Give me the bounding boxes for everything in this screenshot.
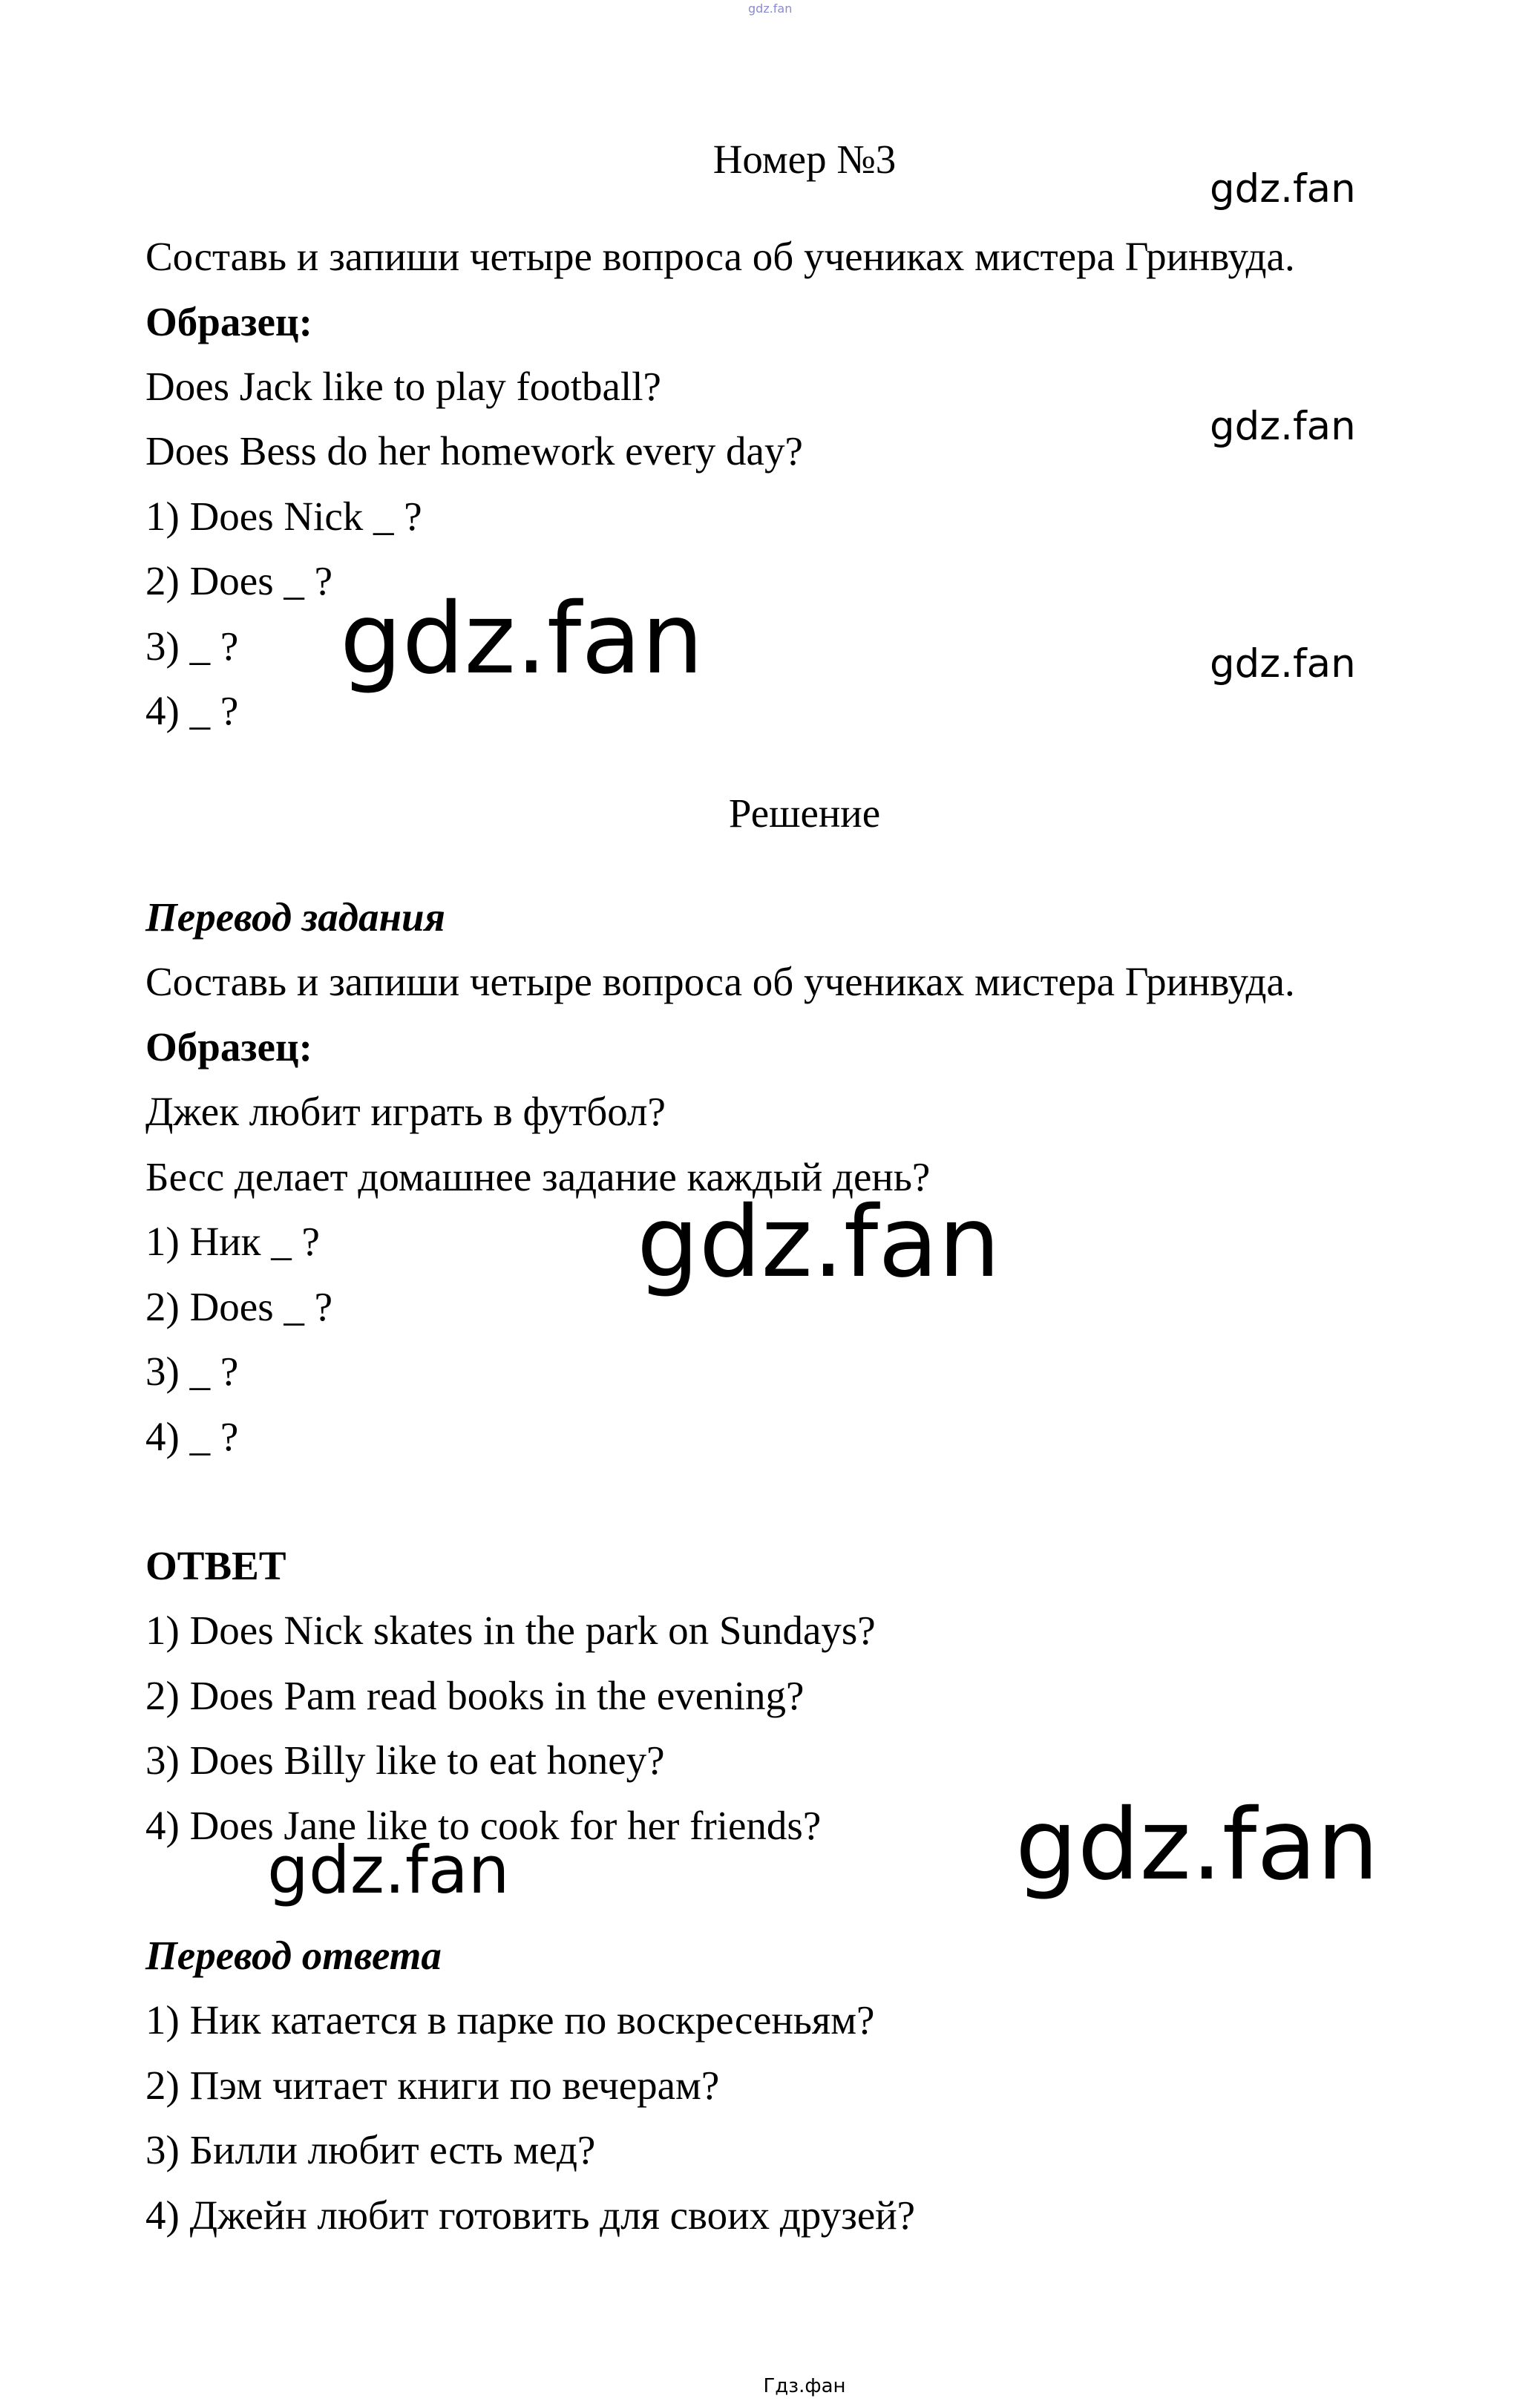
- solution-sample-label: Образец:: [145, 1024, 312, 1070]
- page-title: Номер №3: [712, 137, 897, 182]
- solution-item: 2) Does _ ?: [145, 1284, 333, 1329]
- answer-translation-item: 3) Билли любит есть мед?: [145, 2127, 596, 2172]
- answer-translation-item: 2) Пэм читает книги по вечерам?: [145, 2063, 720, 2108]
- answer-item: 1) Does Nick skates in the park on Sundays?: [145, 1608, 876, 1653]
- watermark: gdz.fan: [637, 1185, 1000, 1300]
- task-item: 4) _ ?: [145, 688, 239, 733]
- answer-label: ОТВЕТ: [145, 1543, 286, 1588]
- answer-item: 2) Does Pam read books in the evening?: [145, 1673, 805, 1718]
- answer-item: 3) Does Billy like to eat honey?: [145, 1738, 665, 1783]
- watermark: gdz.fan: [1210, 166, 1356, 212]
- task-sample-line: Does Jack like to play football?: [145, 364, 661, 409]
- watermark: gdz.fan: [1210, 641, 1356, 687]
- task-item: 3) _ ?: [145, 623, 239, 669]
- task-instruction: Составь и запиши четыре вопроса об учениках мистера Гринвуда.: [145, 234, 1295, 279]
- answer-translation-label: Перевод ответа: [145, 1933, 442, 1978]
- solution-item: 3) _ ?: [145, 1349, 239, 1394]
- watermark: gdz.fan: [1015, 1788, 1379, 1902]
- task-item: 2) Does _ ?: [145, 558, 333, 603]
- solution-instruction: Составь и запиши четыре вопроса об учениках мистера Гринвуда.: [145, 959, 1295, 1004]
- solution-item: 4) _ ?: [145, 1414, 239, 1459]
- answer-translation-item: 1) Ник катается в парке по воскресеньям?: [145, 1997, 875, 2043]
- answer-translation-item: 4) Джейн любит готовить для своих друзей?: [145, 2192, 916, 2238]
- solution-heading: Решение: [728, 790, 881, 836]
- watermark: gdz.fan: [340, 582, 704, 696]
- solution-sample-line: Бесс делает домашнее задание каждый день?: [145, 1154, 931, 1199]
- solution-item: 1) Ник _ ?: [145, 1219, 320, 1264]
- solution-sample-line: Джек любит играть в футбол?: [145, 1089, 666, 1134]
- translation-label: Перевод задания: [145, 894, 445, 940]
- task-item: 1) Does Nick _ ?: [145, 494, 422, 539]
- watermark: gdz.fan: [267, 1832, 510, 1908]
- task-sample-label: Образец:: [145, 299, 312, 344]
- task-sample-line: Does Bess do her homework every day?: [145, 428, 803, 474]
- answer-item: 4) Does Jane like to cook for her friends?: [145, 1803, 822, 1848]
- top-watermark: gdz.fan: [748, 1, 793, 16]
- watermark: gdz.fan: [1210, 404, 1356, 449]
- footer-text: Гдз.фан: [763, 2375, 846, 2397]
